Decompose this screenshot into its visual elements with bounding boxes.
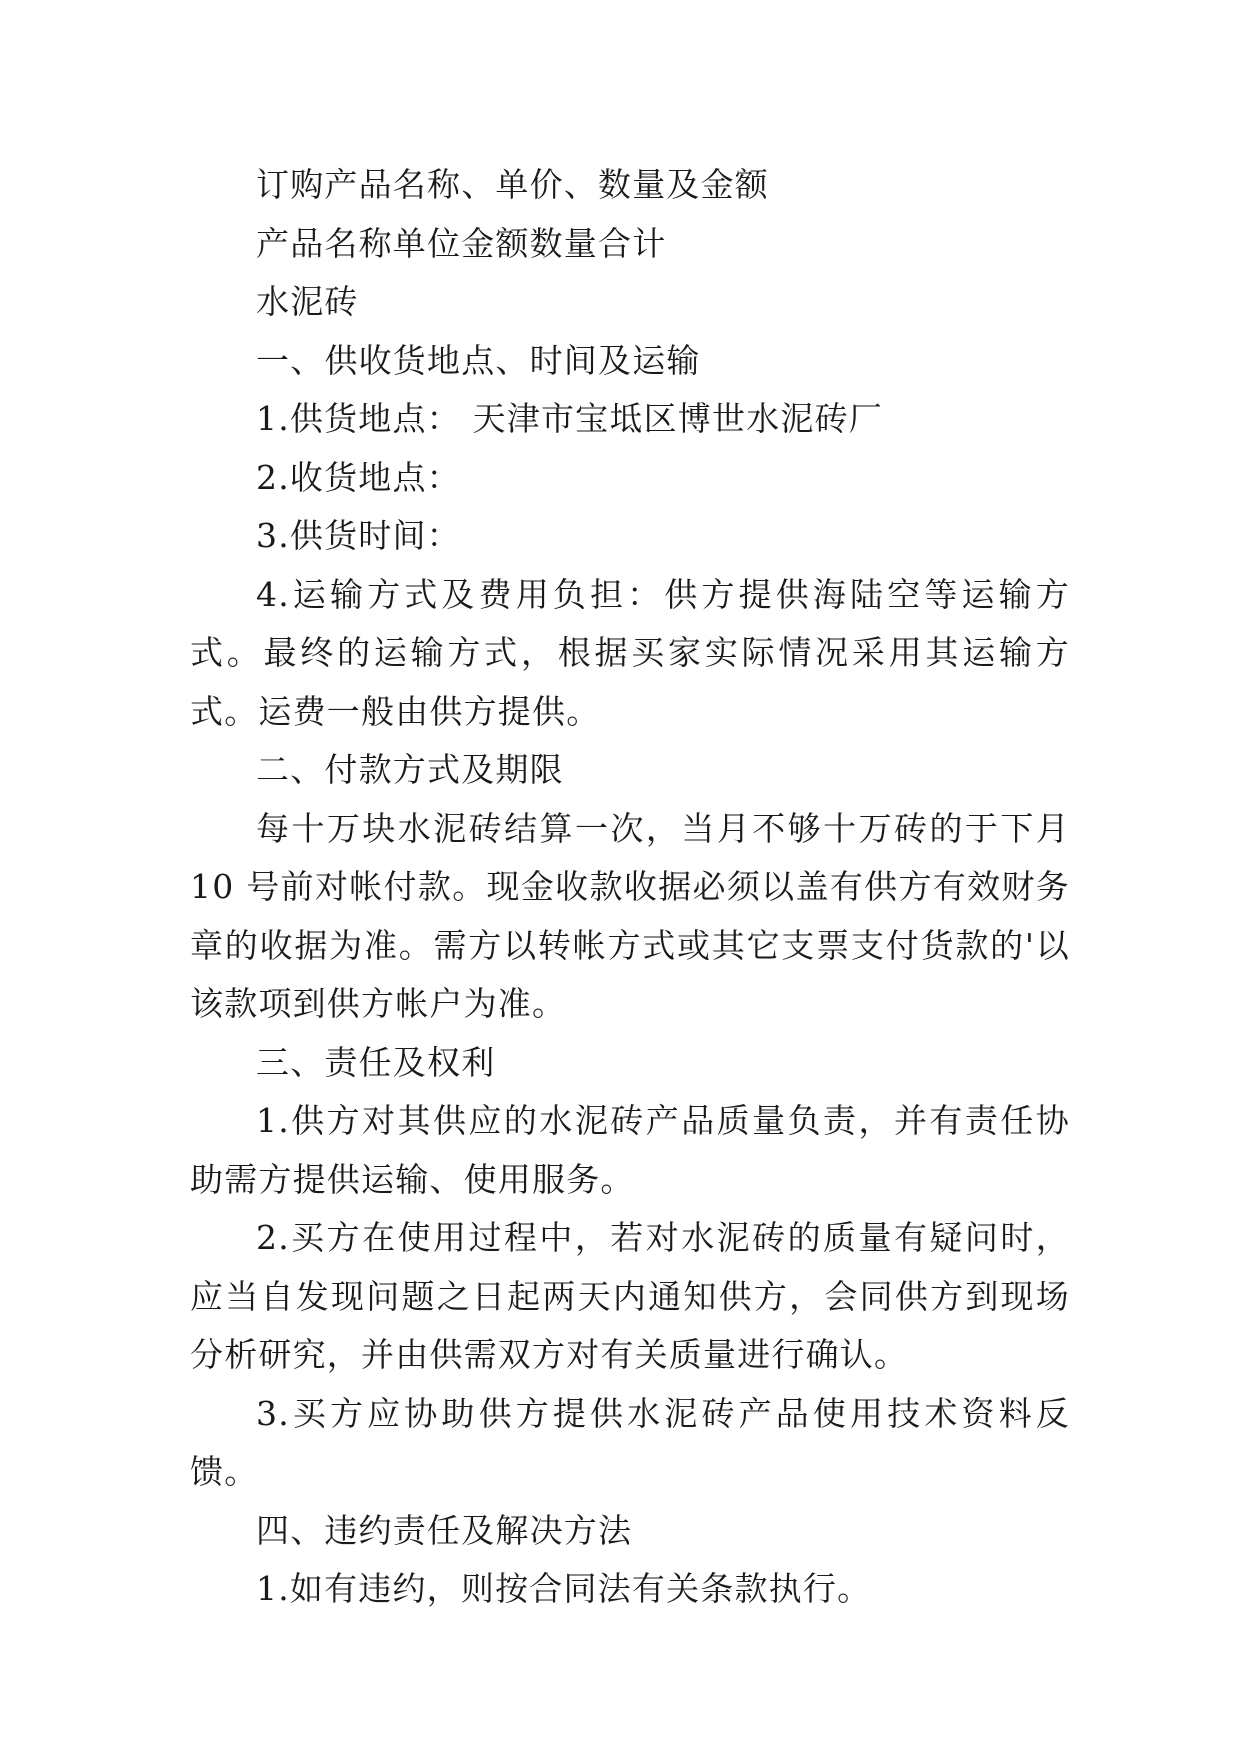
section-heading-responsibility: 三、责任及权利 xyxy=(256,1042,496,1082)
clause-transport: 4.运输方式及费用负担：供方提供海陆空等运输方式。最终的运输方式，根据买家实际情况采用其运输方式。运费一般由供方提供。 xyxy=(190,574,1070,731)
section-heading-breach: 四、违约责任及解决方法 xyxy=(256,1510,633,1550)
section-heading-payment: 二、付款方式及期限 xyxy=(256,750,564,789)
clause-supplier-responsibility: 1.供方对其供应的水泥砖产品质量负责，并有责任协助需方提供运输、使用服务。 xyxy=(190,1101,1070,1199)
clause-supply-time: 3.供货时间： xyxy=(256,516,461,555)
section-heading-delivery: 一、供收货地点、时间及运输 xyxy=(256,340,701,380)
clause-quality-dispute: 2.买方在使用过程中，若对水泥砖的质量有疑问时，应当自发现问题之日起两天内通知供方，会同供方到现场分析研究，并由供需双方对有关质量进行确认。 xyxy=(190,1218,1070,1374)
order-products-heading: 订购产品名称、单价、数量及金额 xyxy=(256,165,769,204)
clause-feedback: 3.买方应协助供方提供水泥砖产品使用技术资料反馈。 xyxy=(190,1393,1070,1491)
clause-supply-location: 1.供货地点： 天津市宝坻区博世水泥砖厂 xyxy=(256,399,883,438)
clause-receive-location: 2.收货地点： xyxy=(256,457,461,497)
clause-payment: 每十万块水泥砖结算一次，当月不够十万砖的于下月 10 号前对帐付款。现金收款收据必须以盖有供方有效财务章的收据为准。需方以转帐方式或其它支票支付货款的'以该款项到供方帐户为准。 xyxy=(190,808,1070,1023)
product-table-header: 产品名称单位金额数量合计 xyxy=(256,223,667,263)
document-body xyxy=(190,156,1070,1619)
product-name: 水泥砖 xyxy=(256,282,359,321)
clause-breach: 1.如有违约，则按合同法有关条款执行。 xyxy=(256,1569,872,1608)
